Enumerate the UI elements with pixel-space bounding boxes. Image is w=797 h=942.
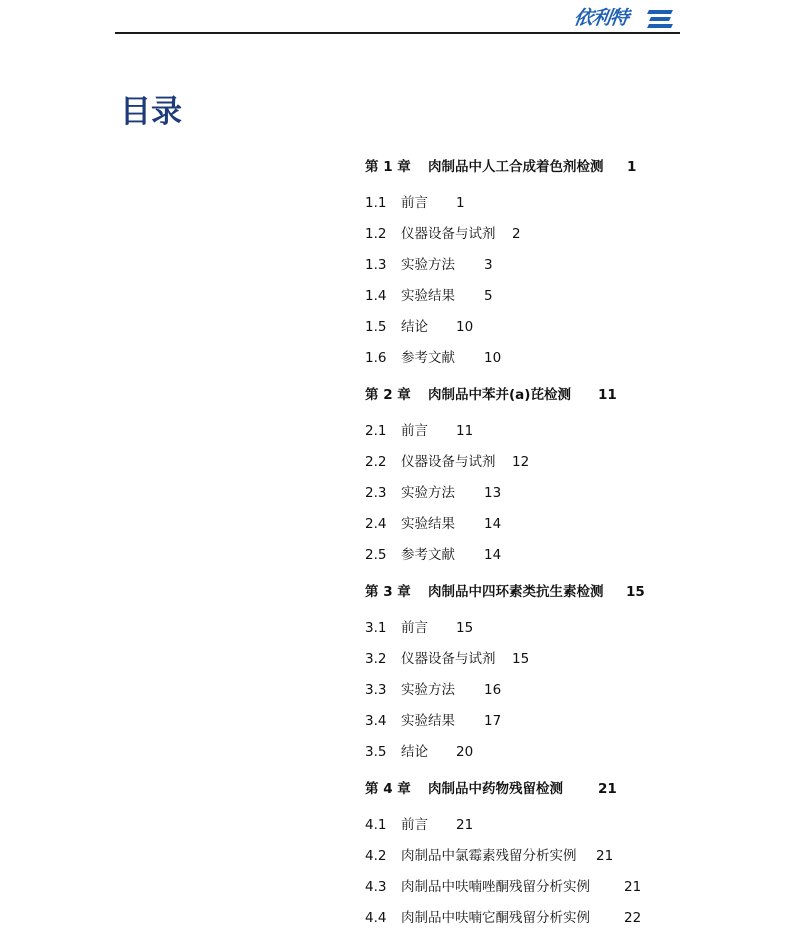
toc-entry-title: 肉制品中四环素类抗生素检测 (428, 584, 604, 600)
toc-entry-number: 第 3 章 (365, 584, 411, 600)
toc-entry-number: 2.2 (365, 454, 387, 470)
toc-entry-page: 1 (627, 159, 637, 175)
toc-entry-number: 2.4 (365, 516, 387, 532)
toc-entry-title: 肉制品中苯并(a)芘检测 (428, 387, 571, 403)
toc-entry-title: 肉制品中人工合成着色剂检测 (428, 159, 604, 175)
toc-entry-title: 实验结果 (401, 288, 455, 304)
toc-entry-page: 16 (484, 682, 502, 698)
toc-entry-page: 10 (456, 319, 474, 335)
toc-entry-title: 肉制品中药物残留检测 (428, 781, 563, 797)
company-logo (574, 5, 674, 31)
toc-entry-title: 肉制品中呋喃它酮残留分析实例 (401, 910, 590, 926)
toc-entry-page: 13 (484, 485, 502, 501)
toc-entry-number: 3.5 (365, 744, 387, 760)
logo-text: 依利特 (572, 7, 630, 29)
toc-entry-page: 21 (624, 879, 642, 895)
toc-entry-number: 3.4 (365, 713, 387, 729)
logo-bars-icon (648, 10, 674, 28)
toc-entry-page: 3 (484, 257, 493, 273)
toc-entry-page: 15 (512, 651, 530, 667)
toc-entry-number: 1.5 (365, 319, 387, 335)
toc-entry-number: 1.1 (365, 195, 387, 211)
toc-entry-number: 2.3 (365, 485, 387, 501)
toc-entry-number: 1.4 (365, 288, 387, 304)
toc-entry-title: 结论 (401, 744, 428, 760)
header-rule (115, 32, 680, 34)
toc-entry-page: 22 (624, 910, 642, 926)
toc-entry-page: 11 (598, 387, 617, 403)
toc-entry-page: 15 (626, 584, 645, 600)
toc-entry-page: 21 (596, 848, 614, 864)
toc-entry-number: 3.3 (365, 682, 387, 698)
toc-entry-title: 实验方法 (401, 485, 455, 501)
toc-entry-title: 结论 (401, 319, 428, 335)
toc-entry-title: 参考文献 (401, 547, 455, 563)
toc-entry-number: 4.1 (365, 817, 387, 833)
toc-entry-page: 5 (484, 288, 493, 304)
toc-entry-title: 前言 (401, 620, 428, 636)
toc-entry-title: 参考文献 (401, 350, 455, 366)
toc-entry-title: 实验方法 (401, 257, 455, 273)
toc-entry-number: 4.2 (365, 848, 387, 864)
toc-entry-title: 前言 (401, 195, 428, 211)
toc-entry-title: 肉制品中呋喃唑酮残留分析实例 (401, 879, 590, 895)
toc-entry-number: 3.2 (365, 651, 387, 667)
toc-entry-title: 前言 (401, 817, 428, 833)
toc-entry-page: 12 (512, 454, 530, 470)
toc-entry-number: 第 4 章 (365, 781, 411, 797)
toc-entry-title: 实验结果 (401, 713, 455, 729)
toc-entry-number: 1.3 (365, 257, 387, 273)
toc-entry-title: 肉制品中氯霉素残留分析实例 (401, 848, 577, 864)
toc-entry-number: 4.4 (365, 910, 387, 926)
toc-entry-number: 2.1 (365, 423, 387, 439)
toc-entry-title: 前言 (401, 423, 428, 439)
toc-entry-title: 仪器设备与试剂 (401, 651, 496, 667)
toc-entry-number: 1.6 (365, 350, 387, 366)
toc-entry-number: 1.2 (365, 226, 387, 242)
toc-entry-number: 2.5 (365, 547, 387, 563)
page-title: 目录 (120, 94, 182, 130)
toc-entry-page: 21 (456, 817, 474, 833)
toc-entry-title: 实验方法 (401, 682, 455, 698)
toc-entry-title: 实验结果 (401, 516, 455, 532)
toc-entry-number: 3.1 (365, 620, 387, 636)
toc-entry-page: 2 (512, 226, 521, 242)
toc-entry-page: 10 (484, 350, 502, 366)
toc-entry-page: 15 (456, 620, 474, 636)
toc-entry-number: 第 2 章 (365, 387, 411, 403)
toc-entry-title: 仪器设备与试剂 (401, 226, 496, 242)
toc-entry-page: 17 (484, 713, 502, 729)
toc-entry-page: 21 (598, 781, 617, 797)
toc-entry-page: 14 (484, 547, 502, 563)
toc-entry-number: 4.3 (365, 879, 387, 895)
toc-entry-page: 14 (484, 516, 502, 532)
toc-entry-page: 11 (456, 423, 474, 439)
toc-entry-number: 第 1 章 (365, 159, 411, 175)
toc-entry-page: 1 (456, 195, 465, 211)
toc-entry-title: 仪器设备与试剂 (401, 454, 496, 470)
toc-entry-page: 20 (456, 744, 474, 760)
